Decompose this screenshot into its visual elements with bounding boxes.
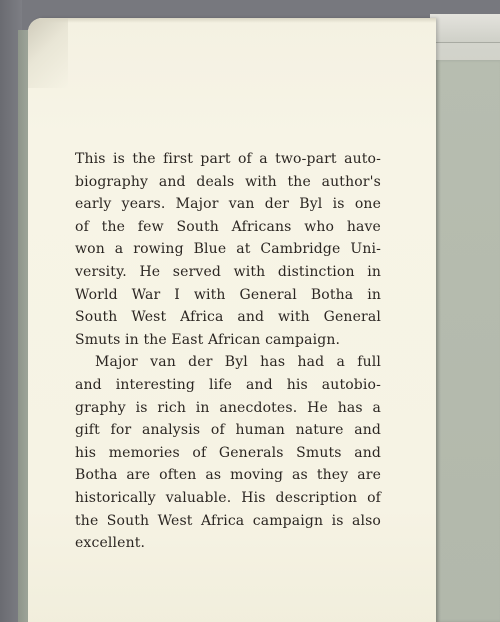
text-line: Major van der Byl has had a full	[95, 354, 381, 371]
text-line: biography and deals with the author's	[75, 173, 381, 190]
text-line: Botha are often as moving as they are	[75, 467, 381, 484]
text-line: versity. He served with distinction in	[75, 263, 381, 280]
text-line: his memories of Generals Smuts and	[75, 444, 381, 461]
book-cover-panel	[436, 60, 500, 622]
text-line: This is the first part of a two-part auto-	[75, 151, 381, 167]
blurb-paragraph-2	[75, 351, 381, 554]
text-line: graphy is rich in anecdotes. He has a	[75, 399, 381, 416]
text-line: South West Africa and with General	[75, 309, 381, 326]
text-line: excellent.	[75, 535, 146, 552]
text-line: World War I with General Botha in	[75, 286, 381, 303]
text-line: and interesting life and his autobio-	[75, 376, 381, 393]
blurb-paragraph-1	[75, 148, 381, 351]
flap-folded-corner	[28, 18, 68, 88]
text-line: early years. Major van der Byl is one	[75, 196, 381, 213]
text-line: the South West Africa campaign is also	[75, 512, 381, 529]
book-cover-top-edge	[430, 14, 500, 43]
text-line: gift for analysis of human nature and	[75, 422, 381, 439]
text-line: of the few South Africans who have	[75, 218, 381, 235]
text-line: Smuts in the East African campaign.	[75, 331, 341, 348]
jacket-blurb	[75, 148, 381, 555]
text-line: won a rowing Blue at Cambridge Uni-	[75, 241, 381, 258]
text-line: historically valuable. His description of	[75, 489, 381, 506]
flap-top-edge	[40, 18, 436, 23]
